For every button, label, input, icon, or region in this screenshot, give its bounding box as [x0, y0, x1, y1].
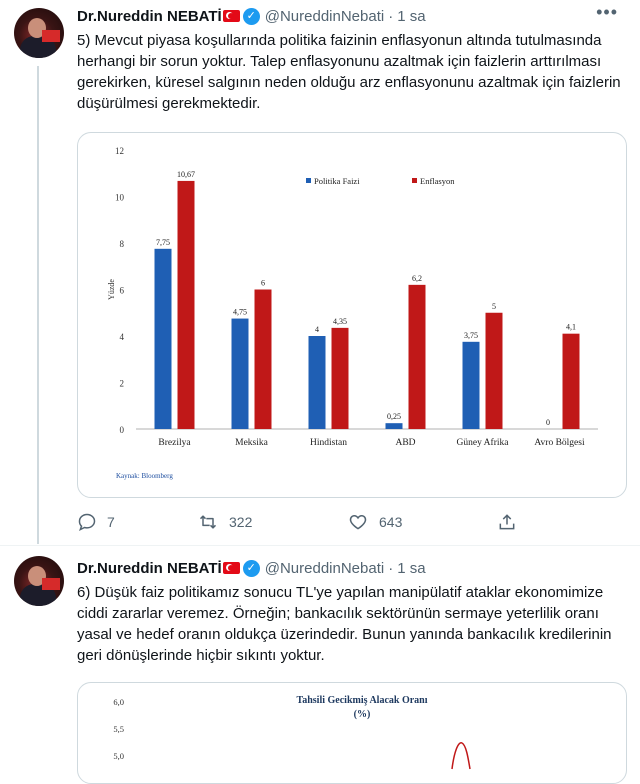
- tweet-actions: [77, 512, 547, 532]
- reply-count: 7: [107, 514, 115, 530]
- tweet-time[interactable]: 1 sa: [397, 7, 426, 25]
- data-label: 10,67: [177, 169, 195, 179]
- bar: [409, 285, 426, 429]
- series-line: [452, 743, 470, 769]
- data-label: 4: [315, 325, 319, 334]
- chart-source: Kaynak: Bloomberg: [116, 472, 173, 480]
- author-handle[interactable]: @NureddinNebati: [264, 559, 385, 577]
- heart-icon: [347, 512, 369, 532]
- like-count: 643: [379, 514, 403, 530]
- y-tick-label: 6,0: [113, 697, 124, 707]
- bar: [463, 342, 480, 429]
- bar: [486, 313, 503, 429]
- retweet-count: 322: [229, 514, 253, 530]
- x-tick-label: ABD: [395, 438, 416, 448]
- legend-label: Politika Faizi: [314, 176, 360, 186]
- bar: [255, 290, 272, 430]
- chart-title: Tahsili Gecikmiş Alacak Oranı: [296, 695, 428, 706]
- turkey-flag-icon: [223, 562, 240, 574]
- data-label: 3,75: [464, 330, 478, 340]
- chart-subtitle: (%): [353, 709, 371, 720]
- verified-badge-icon: ✓: [243, 560, 260, 577]
- like-button[interactable]: [347, 512, 497, 532]
- x-tick-label: Avro Bölgesi: [534, 438, 585, 448]
- legend-label: Enflasyon: [420, 176, 455, 186]
- x-tick-label: Meksika: [235, 438, 268, 448]
- share-button[interactable]: [497, 512, 527, 532]
- bar: [232, 319, 249, 429]
- x-tick-label: Güney Afrika: [456, 438, 509, 448]
- bar: [332, 328, 349, 429]
- data-label: 7,75: [156, 237, 170, 247]
- y-tick-label: 6: [119, 285, 124, 296]
- bar: [155, 249, 172, 429]
- chart-image[interactable]: [77, 132, 627, 498]
- turkey-flag-icon: [223, 10, 240, 22]
- data-label: 6,2: [412, 273, 422, 283]
- retweet-button[interactable]: [197, 512, 347, 532]
- y-tick-label: 8: [119, 239, 124, 249]
- data-label: 5: [492, 301, 496, 311]
- legend-swatch: [306, 178, 311, 183]
- bar: [386, 423, 403, 429]
- y-tick-label: 12: [115, 146, 124, 156]
- bar-chart: [78, 133, 626, 497]
- y-tick-label: 5,5: [113, 724, 124, 734]
- tweet-text: 6) Düşük faiz politikamız sonucu TL'ye yapılan manipülatif ataklar ekonomimize ciddi zararlar veremez. Örneğin; bankacılık sektörünün sermaye yeterlilik oranı yasal ve hedef oranın oldukça üzerindedir. Bunun yanında bankacılık kredilerinin geri dönüşlerinde hiçbir sıkıntı yoktur.: [77, 584, 612, 664]
- tweet-header: [77, 6, 426, 26]
- y-tick-label: 4: [119, 332, 124, 342]
- reply-button[interactable]: [77, 512, 197, 532]
- share-icon: [497, 512, 517, 532]
- bar: [178, 181, 195, 429]
- y-tick-label: 2: [119, 378, 124, 389]
- retweet-icon: [197, 512, 219, 532]
- data-label: 0,25: [387, 412, 401, 422]
- separator-dot: ·: [388, 559, 394, 577]
- data-label: 4,75: [233, 307, 247, 317]
- avatar[interactable]: [14, 556, 64, 606]
- data-label: 4,35: [333, 316, 347, 326]
- avatar[interactable]: [14, 8, 64, 58]
- separator-dot: ·: [388, 7, 394, 25]
- more-dots-icon[interactable]: •••: [596, 2, 618, 22]
- tweet-text: 5) Mevcut piyasa koşullarında politika faizinin enflasyonun altında tutulmasında herhangi bir sorun yoktur. Talep enflasyonunu azaltmak için faizlerin arttırılması gerekirken, küresel salgının neden olduğu arz enflasyonunu azaltmak için faizlerin düşürülmesi gerekmektedir.: [77, 32, 621, 112]
- author-handle[interactable]: @NureddinNebati: [264, 7, 385, 25]
- legend-swatch: [412, 178, 417, 183]
- x-tick-label: Brezilya: [158, 438, 191, 448]
- tweet-time[interactable]: 1 sa: [397, 559, 426, 577]
- data-label: 4,1: [566, 322, 576, 332]
- y-axis-label: Yüzde: [107, 279, 116, 300]
- tweet-header: [77, 558, 426, 578]
- line-chart: [78, 683, 626, 783]
- author-name[interactable]: Dr.Nureddin NEBATİ: [77, 7, 222, 25]
- data-label: 6: [261, 278, 265, 288]
- y-tick-label: 0: [119, 425, 124, 435]
- y-tick-label: 5,0: [113, 751, 124, 761]
- chart-image[interactable]: [77, 682, 627, 784]
- reply-icon: [77, 512, 97, 532]
- data-label: 0: [546, 418, 550, 427]
- x-tick-label: Hindistan: [310, 438, 347, 448]
- tweet[interactable]: [0, 546, 640, 759]
- bar: [309, 336, 326, 429]
- y-tick-label: 10: [115, 192, 124, 203]
- bar: [563, 334, 580, 429]
- verified-badge-icon: ✓: [243, 8, 260, 25]
- author-name[interactable]: Dr.Nureddin NEBATİ: [77, 559, 222, 577]
